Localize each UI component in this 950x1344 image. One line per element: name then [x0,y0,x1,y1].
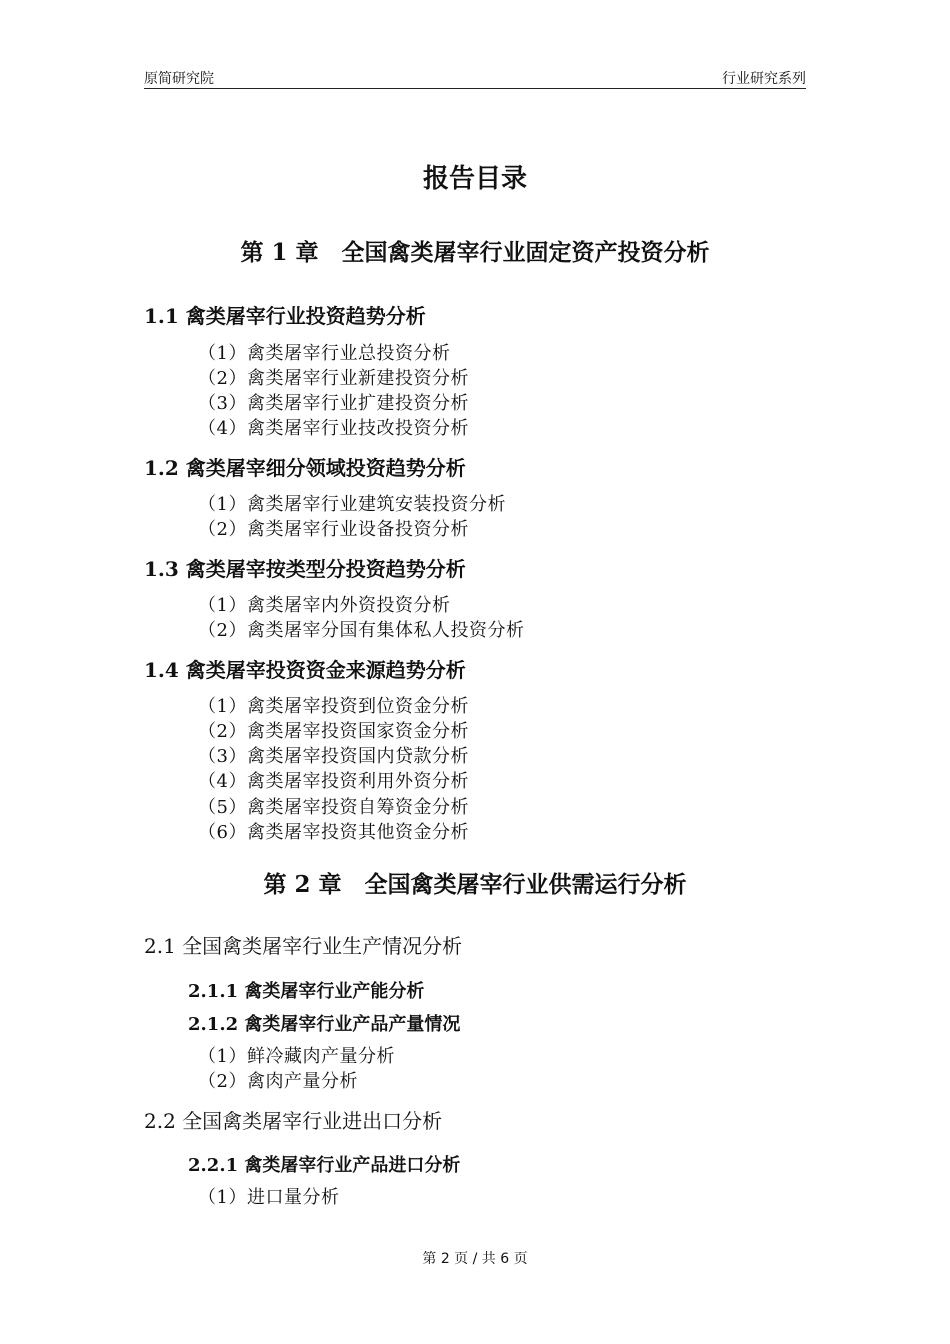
section-1-4: 1.4 禽类屠宰投资资金来源趋势分析 [144,658,466,682]
list-item: （1）禽类屠宰行业总投资分析 [198,343,451,364]
list-item: （2）禽类屠宰投资国家资金分析 [198,721,469,742]
section-2-2: 2.2 全国禽类屠宰行业进出口分析 [144,1109,443,1133]
header-divider [144,88,806,89]
chapter-2-heading: 第 2 章 全国禽类屠宰行业供需运行分析 [263,871,687,898]
list-item: （2）禽类屠宰行业设备投资分析 [198,519,469,540]
section-1-1: 1.1 禽类屠宰行业投资趋势分析 [144,304,426,328]
list-item: （2）禽类屠宰分国有集体私人投资分析 [198,620,525,641]
list-item: （3）禽类屠宰行业扩建投资分析 [198,393,469,414]
subsection-2-1-2: 2.1.2 禽类屠宰行业产品产量情况 [188,1014,461,1035]
list-item: （2）禽类屠宰行业新建投资分析 [198,368,469,389]
section-1-3: 1.3 禽类屠宰按类型分投资趋势分析 [144,557,466,581]
list-item: （1）禽类屠宰内外资投资分析 [198,595,451,616]
list-item: （2）禽肉产量分析 [198,1071,358,1092]
list-item: （1）禽类屠宰投资到位资金分析 [198,696,469,717]
list-item: （4）禽类屠宰行业技改投资分析 [198,418,469,439]
page-title: 报告目录 [422,164,527,194]
header-series: 行业研究系列 [722,71,806,87]
chapter-1-heading: 第 1 章 全国禽类屠宰行业固定资产投资分析 [240,239,710,266]
list-item: （6）禽类屠宰投资其他资金分析 [198,822,469,843]
list-item: （3）禽类屠宰投资国内贷款分析 [198,746,469,767]
subsection-2-2-1: 2.2.1 禽类屠宰行业产品进口分析 [188,1155,461,1176]
section-1-2: 1.2 禽类屠宰细分领域投资趋势分析 [144,456,466,480]
list-item: （5）禽类屠宰投资自筹资金分析 [198,797,469,818]
list-item: （1）鲜冷藏肉产量分析 [198,1046,395,1067]
list-item: （1）禽类屠宰行业建筑安装投资分析 [198,494,506,515]
header-org: 原简研究院 [144,71,214,87]
page-number: 第 2 页 / 共 6 页 [422,1251,528,1267]
subsection-2-1-1: 2.1.1 禽类屠宰行业产能分析 [188,981,425,1002]
list-item: （1）进口量分析 [198,1187,340,1208]
list-item: （4）禽类屠宰投资利用外资分析 [198,771,469,792]
section-2-1: 2.1 全国禽类屠宰行业生产情况分析 [144,934,463,958]
